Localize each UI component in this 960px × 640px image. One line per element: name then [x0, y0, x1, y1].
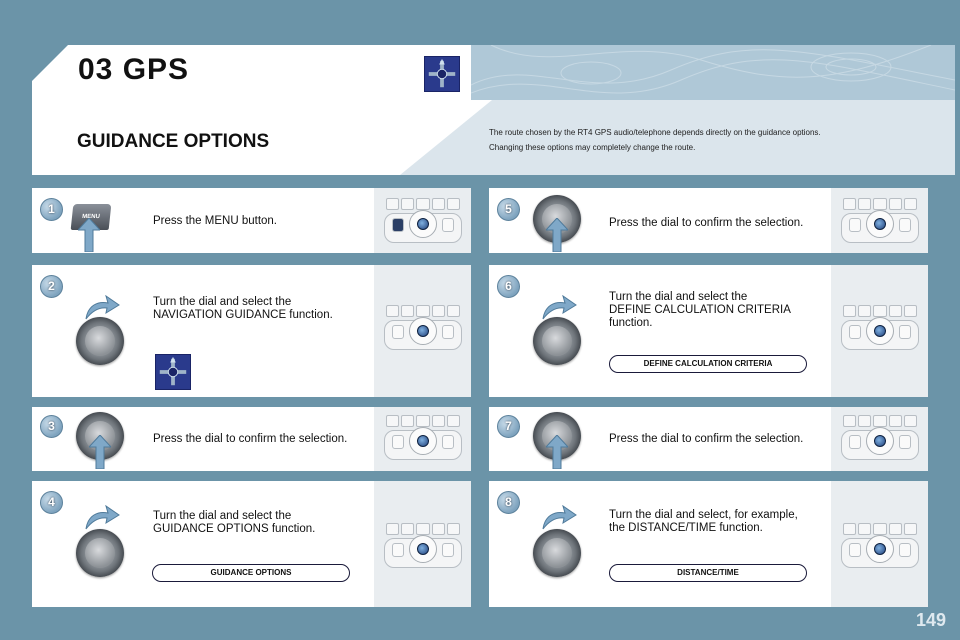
- step-3-line: Press the dial to confirm the selection.: [153, 433, 348, 445]
- step-5-panel: [489, 188, 928, 253]
- step-7-badge: 7: [497, 415, 520, 438]
- step-7-text: [609, 433, 803, 446]
- navigation-icon: [424, 56, 460, 92]
- section-title: GUIDANCE OPTIONS: [77, 131, 270, 152]
- step-7-panel: [489, 407, 928, 471]
- step-8-badge: 8: [497, 491, 520, 514]
- step-3-text: [153, 433, 347, 446]
- turn-arrow-icon: [84, 505, 120, 531]
- page-header: [32, 45, 955, 175]
- step-6-panel: [489, 265, 928, 397]
- turn-arrow-icon: [541, 505, 577, 531]
- step-1-badge: 1: [40, 198, 63, 221]
- step-5-text: [609, 217, 803, 230]
- step-2-line: Turn the dial and select the: [153, 296, 292, 308]
- dial-icon: [76, 317, 124, 365]
- menu-button-icon: MENU: [71, 204, 112, 230]
- step-8-panel: [489, 481, 928, 607]
- step-2-text: [153, 296, 333, 322]
- step-8-text: [609, 509, 798, 535]
- press-arrow-icon: [89, 435, 111, 469]
- radio-unit-icon: [839, 413, 921, 463]
- radio-unit-icon: [839, 521, 921, 571]
- radio-unit-icon: [839, 196, 921, 246]
- define-calculation-criteria-screen-label: DEFINE CALCULATION CRITERIA: [609, 355, 807, 373]
- dial-icon: [533, 317, 581, 365]
- step-5-line: Press the dial to confirm the selection.: [609, 217, 804, 229]
- step-1-text: [153, 215, 277, 228]
- step-3-badge: 3: [40, 415, 63, 438]
- step-4-panel: [32, 481, 471, 607]
- step-6-badge: 6: [497, 275, 520, 298]
- step-6-line: Turn the dial and select the: [609, 291, 748, 303]
- step-2-panel: [32, 265, 471, 397]
- step-7-line: Press the dial to confirm the selection.: [609, 433, 804, 445]
- page-number: 149: [915, 610, 946, 630]
- press-arrow-icon: [78, 218, 100, 252]
- step-3-panel: [32, 407, 471, 471]
- radio-unit-icon: [382, 413, 464, 463]
- step-4-badge: 4: [40, 491, 63, 514]
- navigation-icon: [155, 354, 191, 390]
- intro-text: [489, 125, 899, 155]
- press-arrow-icon: [546, 218, 568, 252]
- distance-time-screen-label: DISTANCE/TIME: [609, 564, 807, 582]
- chapter-title: 03 GPS: [78, 53, 190, 86]
- step-8-line: Turn the dial and select, for example,: [609, 509, 798, 521]
- radio-unit-icon: [382, 196, 464, 246]
- step-6-line: DEFINE CALCULATION CRITERIA: [609, 304, 791, 316]
- radio-unit-icon: [382, 521, 464, 571]
- guidance-options-screen-label: GUIDANCE OPTIONS: [152, 564, 350, 582]
- intro-line-1: The route chosen by the RT4 GPS audio/telephone depends directly on the guidance options.: [489, 128, 821, 137]
- step-8-line: the DISTANCE/TIME function.: [609, 522, 763, 534]
- header-topographic-pattern: [471, 45, 955, 100]
- dial-icon: [533, 529, 581, 577]
- step-5-badge: 5: [497, 198, 520, 221]
- step-4-text: [153, 510, 315, 536]
- step-1-panel: [32, 188, 471, 253]
- step-2-badge: 2: [40, 275, 63, 298]
- step-6-line: function.: [609, 317, 653, 329]
- step-4-line: GUIDANCE OPTIONS function.: [153, 523, 316, 535]
- step-4-line: Turn the dial and select the: [153, 510, 292, 522]
- step-2-line: NAVIGATION GUIDANCE function.: [153, 309, 333, 321]
- step-6-text: [609, 291, 791, 330]
- radio-unit-icon: [839, 303, 921, 353]
- intro-line-2: Changing these options may completely change the route.: [489, 143, 696, 152]
- radio-unit-icon: [382, 303, 464, 353]
- press-arrow-icon: [546, 435, 568, 469]
- dial-icon: [76, 529, 124, 577]
- step-1-line: Press the MENU button.: [153, 215, 277, 227]
